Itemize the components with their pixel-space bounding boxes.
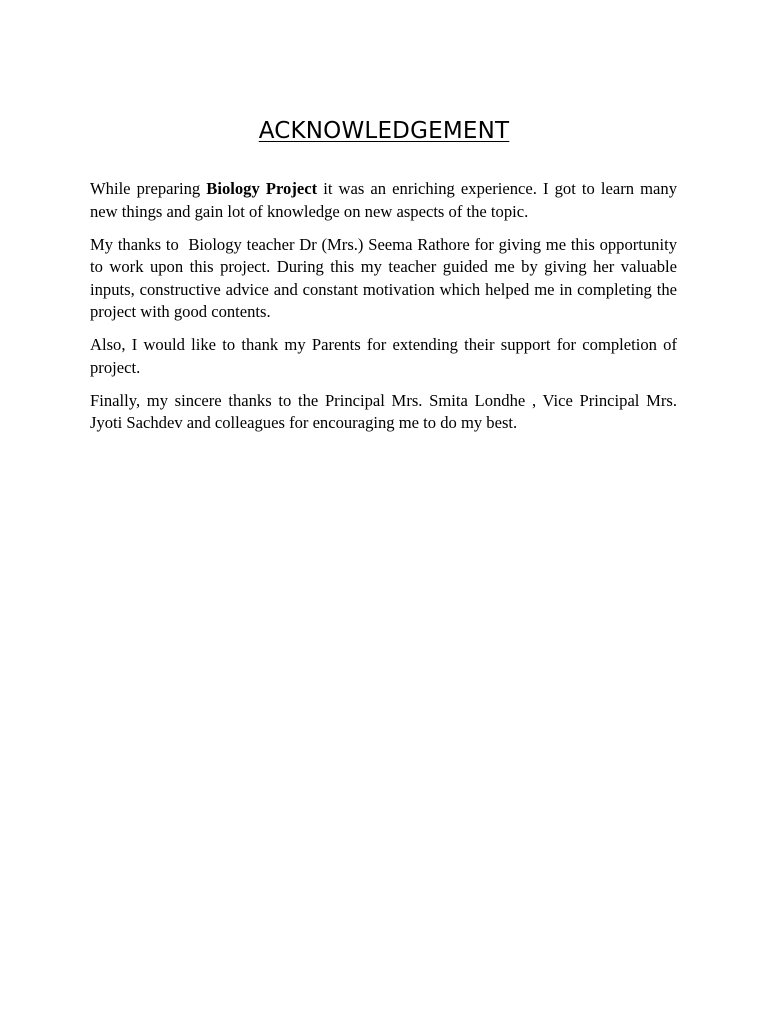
paragraph-4: Finally, my sincere thanks to the Principal Mrs. Smita Londhe , Vice Principal Mrs. Jyoti Sachdev and colleagues for encouraging me to do my best. <box>90 390 677 432</box>
paragraph-2: My thanks to Biology teacher Dr (Mrs.) Seema Rathore for giving me this opportunity to work upon this project. During this my teacher guided me by giving her valuable inputs, constructive advice and constant motivation which helped me in completing the project with good contents. <box>90 234 682 321</box>
paragraph-3: Also, I would like to thank my Parents for extending their support for completion of project. <box>90 335 677 377</box>
page-title: ACKNOWLEDGEMENT <box>258 118 510 144</box>
paragraph-1 <box>90 178 682 223</box>
paragraph-1-intro: While preparing <box>90 179 207 198</box>
document-body <box>90 178 682 445</box>
paragraph-1-rest: it was an enriching experience. I got to learn many new things and gain lot of knowledge on new aspects of the topic. <box>90 179 682 221</box>
paragraph-1-bold-phrase: Biology Project <box>206 179 318 198</box>
